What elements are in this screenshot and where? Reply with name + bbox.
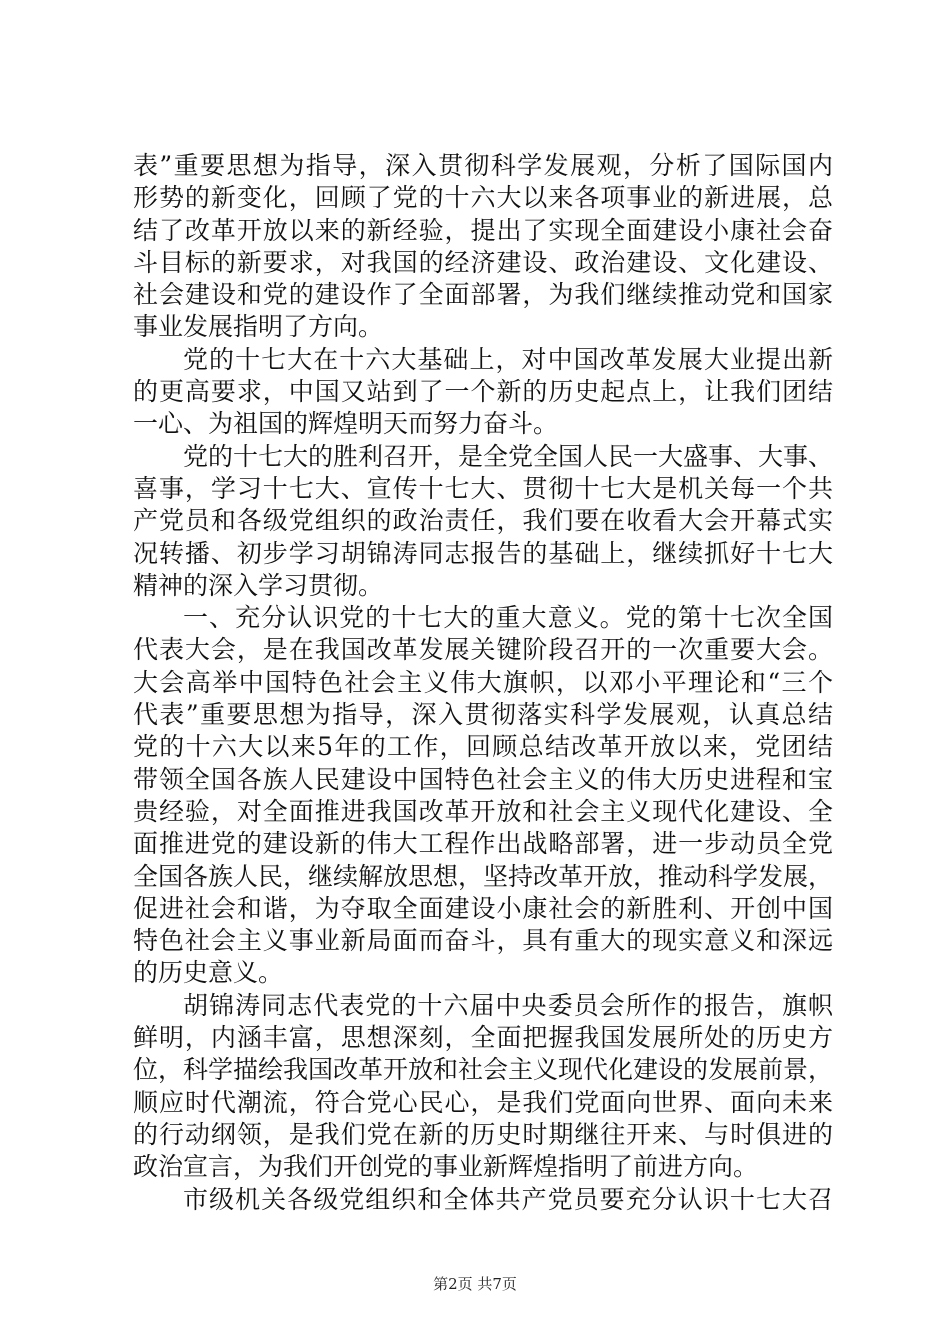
- text-line: 事业发展指明了方向。: [133, 312, 384, 342]
- text-line: 形势的新变化，回顾了党的十六大以来各项事业的新进展，总: [133, 183, 833, 213]
- text-line: 况转播、初步学习胡锦涛同志报告的基础上，继续抓好十七大: [133, 538, 833, 568]
- paragraph-first-line: 一、充分认识党的十七大的重大意义。党的第十七次全国: [183, 603, 833, 633]
- text-line: 一心、为祖国的辉煌明天而努力奋斗。: [133, 409, 559, 439]
- text-line: 全国各族人民，继续解放思想，坚持改革开放，推动科学发展，: [133, 861, 833, 891]
- paragraph-first-line: 党的十七大的胜利召开，是全党全国人民一大盛事、大事、: [183, 441, 833, 471]
- document-body: [133, 150, 833, 1216]
- text-line: 的更高要求，中国又站到了一个新的历史起点上，让我们团结: [133, 377, 833, 407]
- text-line: 党的十六大以来5年的工作，回顾总结改革开放以来，党团结: [133, 732, 833, 762]
- text-line: 政治宣言，为我们开创党的事业新辉煌指明了前进方向。: [133, 1152, 759, 1182]
- text-line: 结了改革开放以来的新经验，提出了实现全面建设小康社会奋: [133, 215, 833, 245]
- text-line: 特色社会主义事业新局面而奋斗，具有重大的现实意义和深远: [133, 926, 833, 956]
- text-line: 社会建设和党的建设作了全面部署，为我们继续推动党和国家: [133, 280, 833, 310]
- text-line: 产党员和各级党组织的政治责任，我们要在收看大会开幕式实: [133, 506, 833, 536]
- text-line: 表”重要思想为指导，深入贯彻科学发展观，分析了国际国内: [133, 151, 833, 180]
- text-line: 顺应时代潮流，符合党心民心，是我们党面向世界、面向未来: [133, 1087, 833, 1117]
- text-line: 喜事，学习十七大、宣传十七大、贯彻十七大是机关每一个共: [133, 473, 833, 503]
- text-line: 斗目标的新要求，对我国的经济建设、政治建设、文化建设、: [133, 247, 833, 277]
- text-line: 代表大会，是在我国改革发展关键阶段召开的一次重要大会。: [133, 635, 833, 665]
- text-line: 位，科学描绘我国改革开放和社会主义现代化建设的发展前景，: [133, 1055, 833, 1085]
- text-line: 面推进党的建设新的伟大工程作出战略部署，进一步动员全党: [133, 829, 833, 859]
- text-line: 促进社会和谐，为夺取全面建设小康社会的新胜利、开创中国: [133, 893, 833, 923]
- paragraph-first-line: 党的十七大在十六大基础上，对中国改革发展大业提出新: [183, 344, 833, 374]
- text-line: 精神的深入学习贯彻。: [133, 570, 384, 600]
- text-line: 代表”重要思想为指导，深入贯彻落实科学发展观，认真总结: [133, 700, 833, 730]
- page-number-footer: 第2页 共7页: [433, 1275, 517, 1293]
- paragraph-first-line: 胡锦涛同志代表党的十六届中央委员会所作的报告，旗帜: [183, 990, 833, 1020]
- text-line: 的历史意义。: [133, 958, 284, 988]
- text-line: 带领全国各族人民建设中国特色社会主义的伟大历史进程和宝: [133, 764, 833, 794]
- text-line: 鲜明，内涵丰富，思想深刻，全面把握我国发展所处的历史方: [133, 1023, 833, 1053]
- text-line: 贵经验，对全面推进我国改革开放和社会主义现代化建设、全: [133, 796, 833, 826]
- text-line: 大会高举中国特色社会主义伟大旗帜，以邓小平理论和“三个: [133, 667, 833, 697]
- paragraph-first-line: 市级机关各级党组织和全体共产党员要充分认识十七大召: [183, 1184, 833, 1214]
- text-line: 的行动纲领，是我们党在新的历史时期继往开来、与时俱进的: [133, 1119, 833, 1149]
